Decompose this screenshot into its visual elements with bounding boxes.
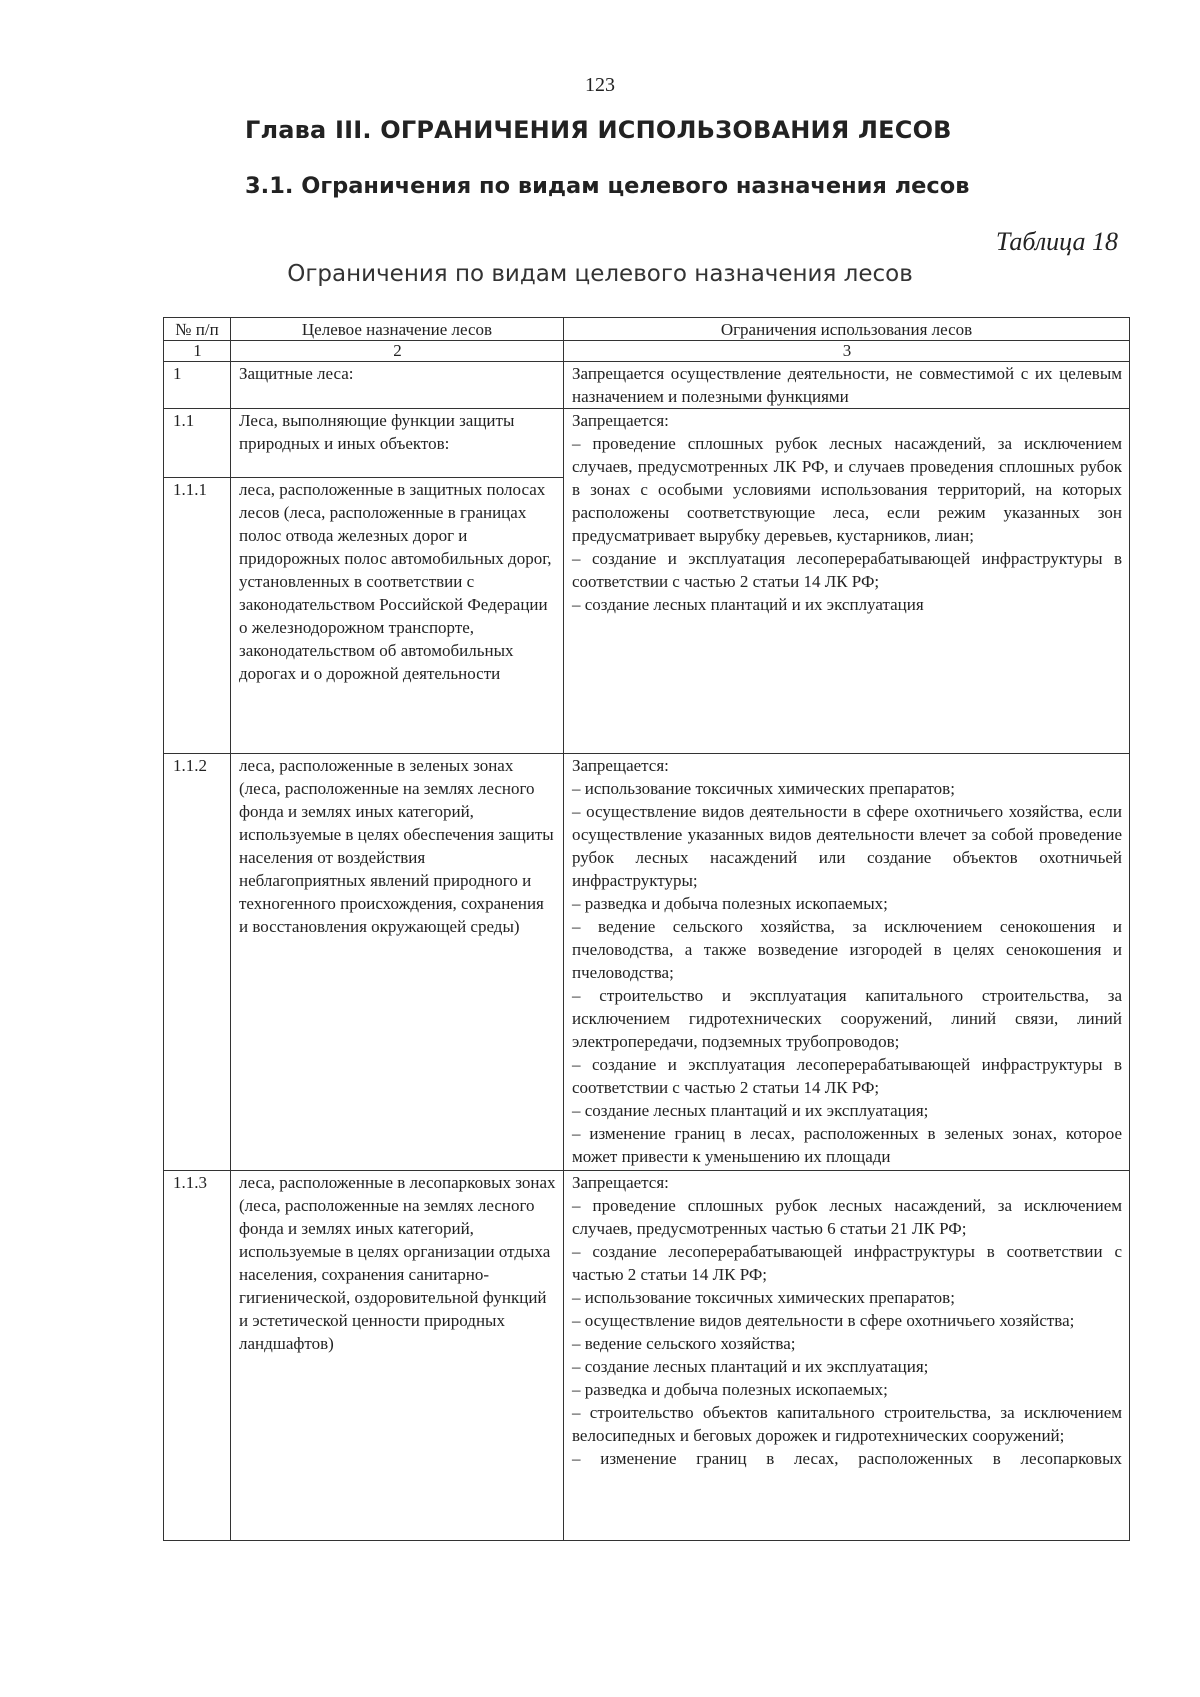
column-number-cell: 2 [231,341,564,362]
restriction-line: – ведение сельского хозяйства; [572,1334,796,1353]
restrictions-cell [564,1171,1130,1541]
restriction-line: – изменение границ в лесах, расположенных в зеленых зонах, которое может привести к уменьшению их площади [572,1124,1122,1166]
restriction-line: – проведение сплошных рубок лесных насаждений, за исключением случаев, предусмотренных ЛК РФ, и случаев проведения сплошных рубок в зонах с особыми условиями использования территорий, на которых расположены соответствующие леса, если режим указанных зон предусматривает вырубку деревьев, кустарников, лиан; [572,434,1122,545]
restriction-line: – проведение сплошных рубок лесных насаждений, за исключением случаев, предусмотренных частью 6 статьи 21 ЛК РФ; [572,1196,1122,1238]
row-number-cell: 1.1.2 [164,754,231,1171]
restriction-line: – использование токсичных химических препаратов; [572,779,955,798]
restriction-line: – разведка и добыча полезных ископаемых; [572,1380,888,1399]
purpose-cell: леса, расположенные в защитных полосах лесов (леса, расположенные в границах полос отвода железных дорог и придорожных полос автомобильных дорог, установленных в соответствии с законодательством Российской Федерации о железнодорожном транспорте, законодательством об автомобильных дорогах и о дорожной деятельности [231,478,564,754]
chapter-title: Глава III. ОГРАНИЧЕНИЯ ИСПОЛЬЗОВАНИЯ ЛЕСОВ [245,116,952,144]
restriction-line: Запрещается: [572,1173,669,1192]
row-number-cell: 1.1.1 [164,478,231,754]
restriction-line: – разведка и добыча полезных ископаемых; [572,894,888,913]
restriction-line: – осуществление видов деятельности в сфере охотничьего хозяйства; [572,1311,1075,1330]
restriction-line: – строительство и эксплуатация капитального строительства, за исключением гидротехнических сооружений, линий связи, линий электропередачи, подземных трубопроводов; [572,986,1122,1051]
header-cell-restrictions: Ограничения использования лесов [564,318,1130,341]
table-row [164,409,1130,478]
page-number: 123 [585,74,615,96]
restriction-text: Запрещается осуществление деятельности, не совместимой с их целевым назначением и полезными функциями [572,364,1122,406]
table-row [164,362,1130,409]
column-number-cell: 1 [164,341,231,362]
restriction-line: – осуществление видов деятельности в сфере охотничьего хозяйства, если осуществление указанных видов деятельности влечет за собой проведение рубок лесных насаждений или создание объектов охотничьей инфраструктуры; [572,802,1122,890]
column-number-row [164,341,1130,362]
purpose-cell: леса, расположенные в зеленых зонах (леса, расположенные на землях лесного фонда и землях иных категорий, используемые в целях обеспечения защиты населения от воздействия неблагоприятных явлений природного и техногенного происхождения, сохранения и восстановления окружающей среды) [231,754,564,1171]
table-row [164,754,1130,1171]
restrictions-table [163,317,1130,1541]
restrictions-cell [564,409,1130,754]
restriction-line: – создание и эксплуатация лесоперерабатывающей инфраструктуры в соответствии с частью 2 статьи 14 ЛК РФ; [572,1055,1122,1097]
table-caption: Ограничения по видам целевого назначения лесов [287,261,913,287]
column-number-cell: 3 [564,341,1130,362]
restriction-line: – строительство объектов капитального строительства, за исключением велосипедных и беговых дорожек и гидротехнических сооружений; [572,1403,1122,1445]
row-number-cell: 1 [164,362,231,409]
purpose-cell: Леса, выполняющие функции защиты природных и иных объектов: [231,409,564,478]
restriction-line: – изменение границ в лесах, расположенных в лесопарковых [572,1449,1122,1468]
row-number-cell: 1.1.3 [164,1171,231,1541]
restriction-line: – создание и эксплуатация лесоперерабатывающей инфраструктуры в соответствии с частью 2 статьи 14 ЛК РФ; [572,549,1122,591]
table-label: Таблица 18 [995,227,1118,256]
restriction-line: Запрещается: [572,756,669,775]
table-header-row [164,318,1130,341]
restrictions-cell [564,362,1130,409]
restriction-line: – использование токсичных химических препаратов; [572,1288,955,1307]
purpose-cell: леса, расположенные в лесопарковых зонах (леса, расположенные на землях лесного фонда и землях иных категорий, используемые в целях организации отдыха населения, сохранения санитарно-гигиенической, оздоровительной функций и эстетической ценности природных ландшафтов) [231,1171,564,1541]
restriction-line: – создание лесоперерабатывающей инфраструктуры в соответствии с частью 2 статьи 14 ЛК РФ; [572,1242,1122,1284]
restrictions-cell [564,754,1130,1171]
restriction-line: Запрещается: [572,411,669,430]
restriction-line: – создание лесных плантаций и их эксплуатация; [572,1101,929,1120]
restriction-line: – создание лесных плантаций и их эксплуатация; [572,1357,929,1376]
restriction-line: – ведение сельского хозяйства, за исключением сенокошения и пчеловодства, а также возведение изгородей в целях сенокошения и пчеловодства; [572,917,1122,982]
header-cell-number: № п/п [164,318,231,341]
header-cell-purpose: Целевое назначение лесов [231,318,564,341]
purpose-cell: Защитные леса: [231,362,564,409]
table-row [164,1171,1130,1541]
restriction-line: – создание лесных плантаций и их эксплуатация [572,595,924,614]
row-number-cell: 1.1 [164,409,231,478]
section-title: 3.1. Ограничения по видам целевого назначения лесов [245,173,970,199]
